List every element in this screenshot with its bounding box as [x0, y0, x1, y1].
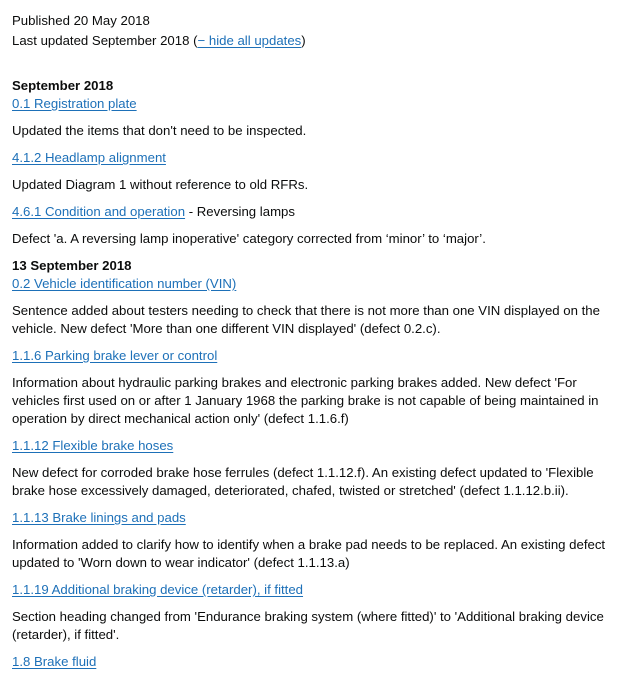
- section-link[interactable]: 1.1.6 Parking brake lever or control: [12, 348, 218, 363]
- published-date: Published 20 May 2018: [12, 13, 150, 28]
- update-description: Updated Diagram 1 without reference to old RFRs.: [12, 177, 309, 192]
- update-description: Section heading changed from 'Endurance braking system (where fitted)' to 'Additional braking device (retarder), if fitted'.: [12, 609, 604, 642]
- document-metadata: [12, 12, 608, 50]
- update-description: Updated the items that don't need to be inspected.: [12, 123, 307, 138]
- update-description: Information about hydraulic parking brakes and electronic parking brakes added. New defect 'For vehicles first used on or after 1 January 1968 the parking brake is not capable of being maintained in operation by direct mechanical action only' (defect 1.1.6.f): [12, 375, 599, 426]
- section-link[interactable]: 4.6.1 Condition and operation: [12, 204, 186, 219]
- section-link[interactable]: 1.1.12 Flexible brake hoses: [12, 438, 174, 453]
- update-description: Defect 'a. A reversing lamp inoperative' category corrected from ‘minor’ to ‘major’.: [12, 231, 486, 246]
- section-link[interactable]: 4.1.2 Headlamp alignment: [12, 150, 166, 165]
- update-item: [12, 149, 608, 167]
- update-item: [12, 275, 608, 293]
- update-item: [12, 437, 608, 455]
- section-link[interactable]: 0.1 Registration plate: [12, 96, 137, 111]
- update-description: New defect for corroded brake hose ferrules (defect 1.1.12.f). An existing defect updated to 'Flexible brake hose excessively damaged, deteriorated, chafed, twisted or stretched' (defect 1.1.12.b.ii).: [12, 465, 594, 498]
- hide-all-updates-link[interactable]: − hide all updates: [197, 33, 302, 48]
- update-item: [12, 653, 608, 671]
- update-history: [12, 77, 608, 671]
- section-link[interactable]: 1.1.19 Additional braking device (retarder), if fitted: [12, 582, 304, 597]
- section-link[interactable]: 1.8 Brake fluid: [12, 654, 97, 669]
- update-item: [12, 581, 608, 599]
- update-date-heading: 13 September 2018: [12, 258, 132, 273]
- update-item: [12, 203, 608, 221]
- section-link[interactable]: 0.2 Vehicle identification number (VIN): [12, 276, 237, 291]
- section-suffix: - Reversing lamps: [185, 204, 295, 219]
- update-item: [12, 509, 608, 527]
- last-updated-text: Last updated September 2018 (: [12, 33, 198, 48]
- update-group: [12, 77, 608, 248]
- update-group: [12, 257, 608, 671]
- update-item: [12, 95, 608, 113]
- last-updated: [12, 32, 608, 50]
- update-description: Sentence added about testers needing to check that there is not more than one VIN displayed on the vehicle. New defect 'More than one different VIN displayed' (defect 0.2.c).: [12, 303, 600, 336]
- update-date-heading: September 2018: [12, 78, 114, 93]
- last-updated-close: ): [301, 33, 306, 48]
- section-link[interactable]: 1.1.13 Brake linings and pads: [12, 510, 186, 525]
- update-description: Information added to clarify how to identify when a brake pad needs to be replaced. An existing defect updated to 'Worn down to wear indicator' (defect 1.1.13.a): [12, 537, 606, 570]
- update-item: [12, 347, 608, 365]
